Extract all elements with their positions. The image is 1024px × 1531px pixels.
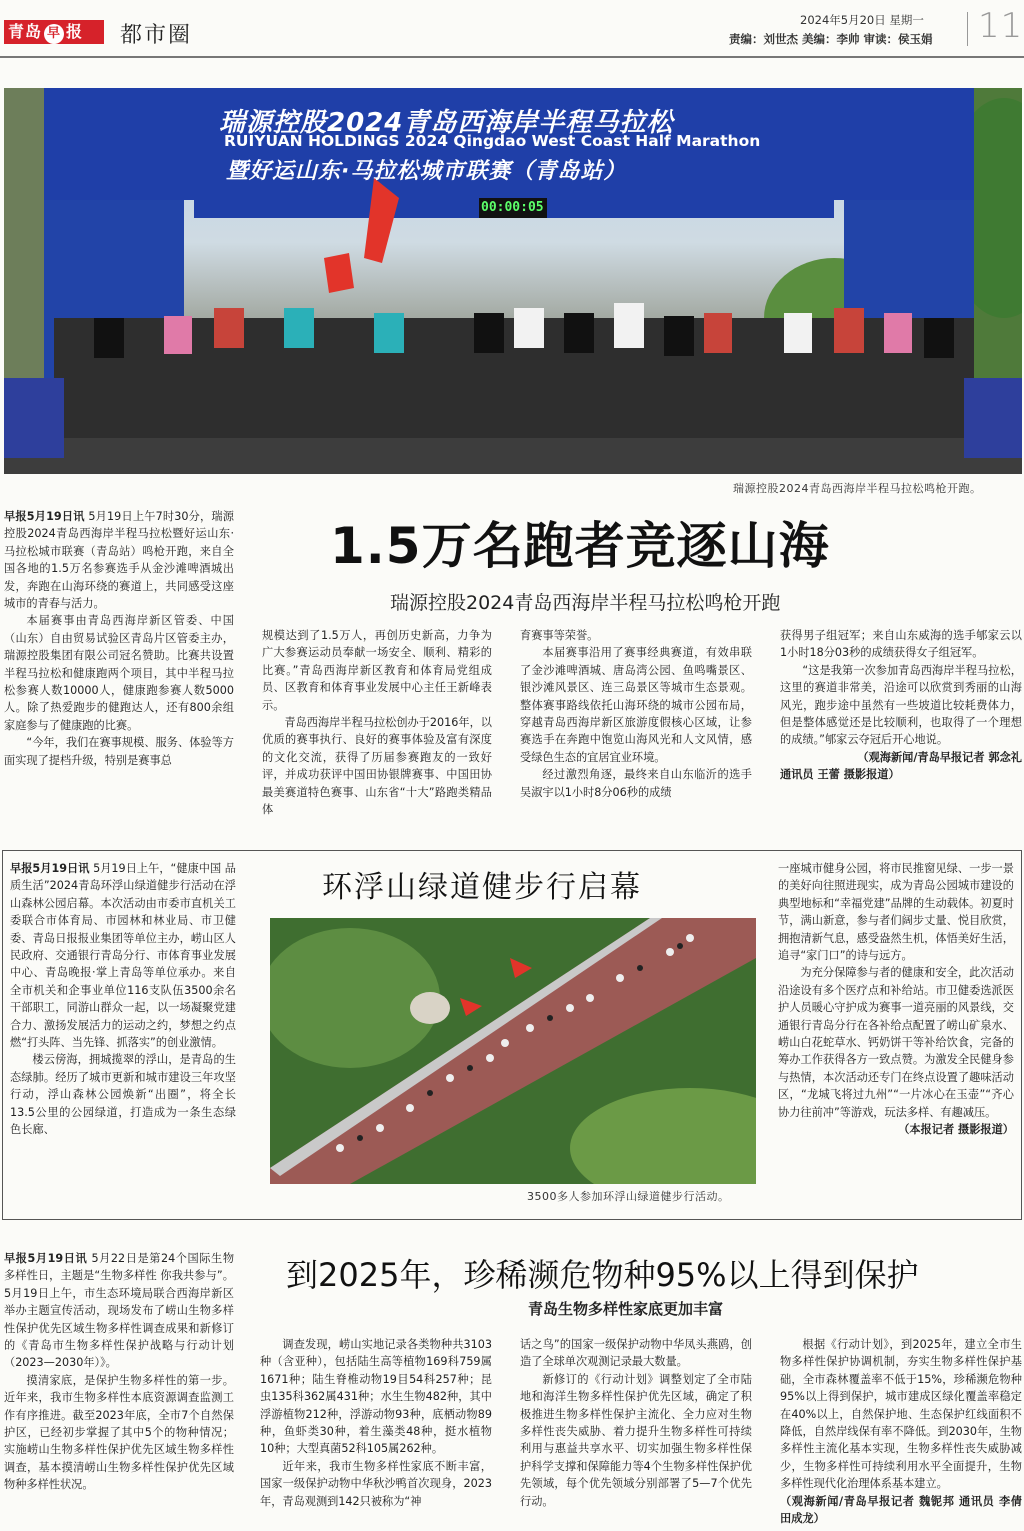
byline: 通讯员 王蕾 摄影报道） [780, 768, 900, 782]
paragraph: 楼云傍海，拥城揽翠的浮山，是青岛的生态绿肺。经历了城市更新和城市建设三年攻坚行动，浮山森林公园焕新“出圈”，将全长13.5公里的公园绿道，打造成为一条生态绿色长廊、 [10, 1053, 236, 1137]
byline: （观海新闻/青岛早报记者 郭念礼 [857, 750, 1022, 764]
dateline: 早报5月19日讯 [10, 862, 90, 875]
greenway-col3 [778, 860, 1014, 1210]
marathon-col1 [4, 508, 234, 808]
page-number-divider [967, 12, 968, 46]
biodiversity-headline: 到2025年，珍稀濒危物种95%以上得到保护 [286, 1256, 919, 1294]
byline: （观海新闻/青岛早报记者 魏铌邦 通讯员 李倩 田成龙） [780, 1494, 1022, 1526]
greenway-scene [270, 918, 756, 1184]
greenway-photo [270, 918, 756, 1184]
page-date: 2024年5月20日 星期一 [800, 13, 924, 27]
paragraph: 5月19日上午7时30分，瑞源控股2024青岛西海岸半程马拉松暨好运山东·马拉松城市联赛（青岛站）鸣枪开跑，来自全国各地的1.5万名参赛选手从金沙滩啤酒城出发，奔跑在山海环绕的赛道上，共同感受这座城市的青春与活力。 [4, 510, 234, 611]
masthead-rule [0, 56, 1024, 58]
paragraph: “今年，我们在赛事规模、服务、体验等方面实现了提档升级，特别是赛事总 [4, 736, 234, 767]
marathon-photo [4, 88, 1022, 474]
paragraph: 根据《行动计划》，到2025年，建立全市生物多样性保护协调机制，夯实生物多样性保护基础，全市森林覆盖率不低于15%，珍稀濒危物种95%以上得到保护，城市建成区绿化覆盖率稳定在40%以上，自然保护地、生态保护红线面积不降低，自然岸线保有率不降低。到2030年，生物多样性主流化基本实现，生物多样性丧失威胁减少，生物多样性可持续利用水平全面提升，生物多样性现代化治理体系基本建立。 [780, 1338, 1022, 1491]
page-number: 11 [978, 6, 1024, 46]
race-clock: 00:00:05 [481, 200, 544, 215]
biodiversity-col1 [4, 1250, 234, 1530]
marathon-col2 [262, 627, 492, 817]
paragraph: 调查发现，崂山实地记录各类物种共3103种（含亚种），包括陆生高等植物169科759属1671种；陆生脊椎动物19目54科257种；昆虫135科362属431种；水生生物482种，其中浮游植物212种，浮游动物93种，底栖动物89种，鱼虾类30种，着生藻类48种，挺水植物10种；大型真菌52科105属262种。 [260, 1338, 492, 1456]
marathon-photo-caption: 瑞源控股2024青岛西海岸半程马拉松鸣枪开跑。 [733, 482, 982, 495]
dateline: 早报5月19日讯 [4, 1252, 88, 1265]
paragraph: 摸清家底，是保护生物多样性的第一步。近年来，我市生物多样性本底资源调查监测工作有序推进。截至2023年底，全市7个自然保护区，已经初步掌握了其中5个的物种情况；实施崂山生物多样性保护优先区域生物多样性调查，基本摸清崂山生物多样性保护优先区域物种多样性状况。 [4, 1373, 234, 1492]
biodiversity-col2 [260, 1336, 492, 1530]
paragraph: 一座城市健身公园，将市民推窗见绿、一步一景的美好向往照进现实，成为青岛公园城市建设的典型地标和“幸福党建”品牌的生动载体。初夏时节，满山新意，参与者们阔步丈量、悦目欣赏，拥抱清新气息，感受盎然生机，体悟美好生活，追寻“家门口”的诗与远方。 [778, 862, 1014, 963]
greenway-photo-caption: 3500多人参加环浮山绿道健步行活动。 [527, 1190, 730, 1203]
paragraph: 育赛事等荣誉。 [520, 629, 599, 642]
marathon-col3 [520, 627, 752, 817]
paragraph: 规模达到了1.5万人，再创历史新高，力争为广大参赛运动员奉献一场安全、顺利、精彩的比赛。”青岛西海岸新区教育和体育局党组成员、区教育和体育事业发展中心主任王新峰表示。 [262, 629, 492, 712]
banner-line1: 瑞源控股2024青岛西海岸半程马拉松 [219, 108, 674, 138]
banner-line2: RUIYUAN HOLDINGS 2024 Qingdao West Coast Half Marathon [224, 132, 761, 150]
paragraph: 新修订的《行动计划》调整划定了全市陆地和海洋生物多样性保护优先区域，确定了积极推进生物多样性保护主流化、全力应对生物多样性丧失威胁、着力提升生物多样性可持续利用与惠益共享水平、切实加强生物多样性保护科学支撑和保障能力等4个生物多样性保护优先领域，每个优先领域分别部署了5—7个优先行动。 [520, 1372, 752, 1508]
paragraph: 为充分保障参与者的健康和安全，此次活动沿途设有多个医疗点和补给站。市卫健委选派医护人员暖心守护成为赛事一道亮丽的风景线，交通银行青岛分行在各补给点配置了崂山矿泉水、崂山白花蛇草水、钙奶饼干等补给饮食，完备的筹办工作获得各方一致点赞。为激发全民健身参与热情，本次活动还专门在终点设置了趣味活动区，“龙城飞将过九州”“一片冰心在玉壶”“齐心协力往前冲”等游戏，玩法多样、有趣减压。 [778, 966, 1014, 1119]
dateline: 早报5月19日讯 [4, 510, 85, 523]
marathon-col4 [780, 627, 1022, 819]
greenway-headline: 环浮山绿道健步行启幕 [322, 870, 642, 905]
paragraph: 话之鸟”的国家一级保护动物中华凤头燕鸥，创造了全球单次观测记录最大数量。 [520, 1338, 752, 1369]
greenway-col1 [10, 860, 236, 1210]
paragraph: 本届赛事由青岛西海岸新区管委、中国（山东）自由贸易试验区青岛片区管委主办，瑞源控股集团有限公司冠名赞助。比赛共设置半程马拉松和健康跑两个项目，其中半程马拉松参赛人数10000人，健康跑参赛人数5000人。除了热爱跑步的健跑达人，还有800余组家庭参与了健康跑的比赛。 [4, 614, 234, 732]
paragraph: 本届赛事沿用了赛事经典赛道，有效串联了金沙滩啤酒城、唐岛湾公园、鱼鸣嘴景区、银沙滩风景区、连三岛景区等城市生态景观。整体赛事路线依托山海环绕的城市公园布局，穿越青岛西海岸新区旅游度假核心区域，让参赛选手在奔跑中饱览山海风光和人文风情，感受绿色生态的宜居宜业环境。 [520, 646, 752, 764]
biodiversity-col4 [780, 1336, 1022, 1530]
masthead-logo: 青岛 早 报 [4, 20, 104, 44]
marathon-subhead: 瑞源控股2024青岛西海岸半程马拉松鸣枪开跑 [390, 592, 781, 614]
marathon-headline: 1.5万名跑者竞逐山海 [330, 517, 830, 575]
paragraph: “这是我第一次参加青岛西海岸半程马拉松，这里的赛道非常美，沿途可以欣赏到秀丽的山海风光，跑步途中虽然有一些坡道比较耗费体力，但是整体感觉还是比较顺利，也取得了一个理想的成绩。”郇家云夺冠后开心地说。 [780, 663, 1022, 747]
paragraph: 获得男子组冠军；来自山东威海的选手郇家云以1小时18分03秒的成绩获得女子组冠军。 [780, 629, 1022, 660]
biodiversity-col3 [520, 1336, 752, 1530]
biodiversity-subhead: 青岛生物多样性家底更加丰富 [528, 1300, 724, 1318]
paragraph: 5月19日上午，“健康中国 品质生活”2024青岛环浮山绿道健步行活动在浮山森林公园启幕。本次活动由市委市直机关工委联合市体育局、市园林和林业局、市卫健委、青岛日报报业集团等单位主办，崂山区人民政府、交通银行青岛分行、市体育事业发展中心、青岛晚报·掌上青岛等单位承办。来自全市机关和企事业单位116支队伍3500余名干部职工，同游山群众一起，以一场凝聚党建合力、激扬发展活力的运动之约，梦想之约点燃“打头阵、当先锋、抓落实”的创业激情。 [10, 862, 236, 1050]
banner-line3: 暨好运山东·马拉松城市联赛（青岛站） [226, 159, 627, 184]
editors-line: 责编：刘世杰 美编：李帅 审读：侯玉娟 [729, 32, 933, 46]
paragraph: 5月22日是第24个国际生物多样性日，主题是“生物多样性 你我共参与”。5月19日上午，市生态环境局联合西海岸新区举办主题宣传活动，现场发布了崂山生物多样性保护优先区域生物多样性调查成果和新修订的《青岛市生物多样性保护战略与行动计划（2023—2030年）》。 [4, 1252, 234, 1370]
paragraph: 经过激烈角逐，最终来自山东临沂的选手吴淑宇以1小时8分06秒的成绩 [520, 768, 752, 799]
section-title: 都市圈 [120, 23, 193, 48]
byline: （本报记者 摄影报道） [898, 1123, 1014, 1137]
paragraph: 近年来，我市生物多样性家底不断丰富，国家一级保护动物中华秋沙鸭首次现身，2023年，青岛观测到142只被称为“神 [260, 1459, 492, 1508]
paragraph: 青岛西海岸半程马拉松创办于2016年，以优质的赛事执行、良好的赛事体验及富有深度的文化交流，获得了历届参赛跑友的一致好评，并成功获评中国田协银牌赛事、中国田协最美赛道特色赛事、山东省“十大”路跑类精品体 [262, 716, 492, 817]
